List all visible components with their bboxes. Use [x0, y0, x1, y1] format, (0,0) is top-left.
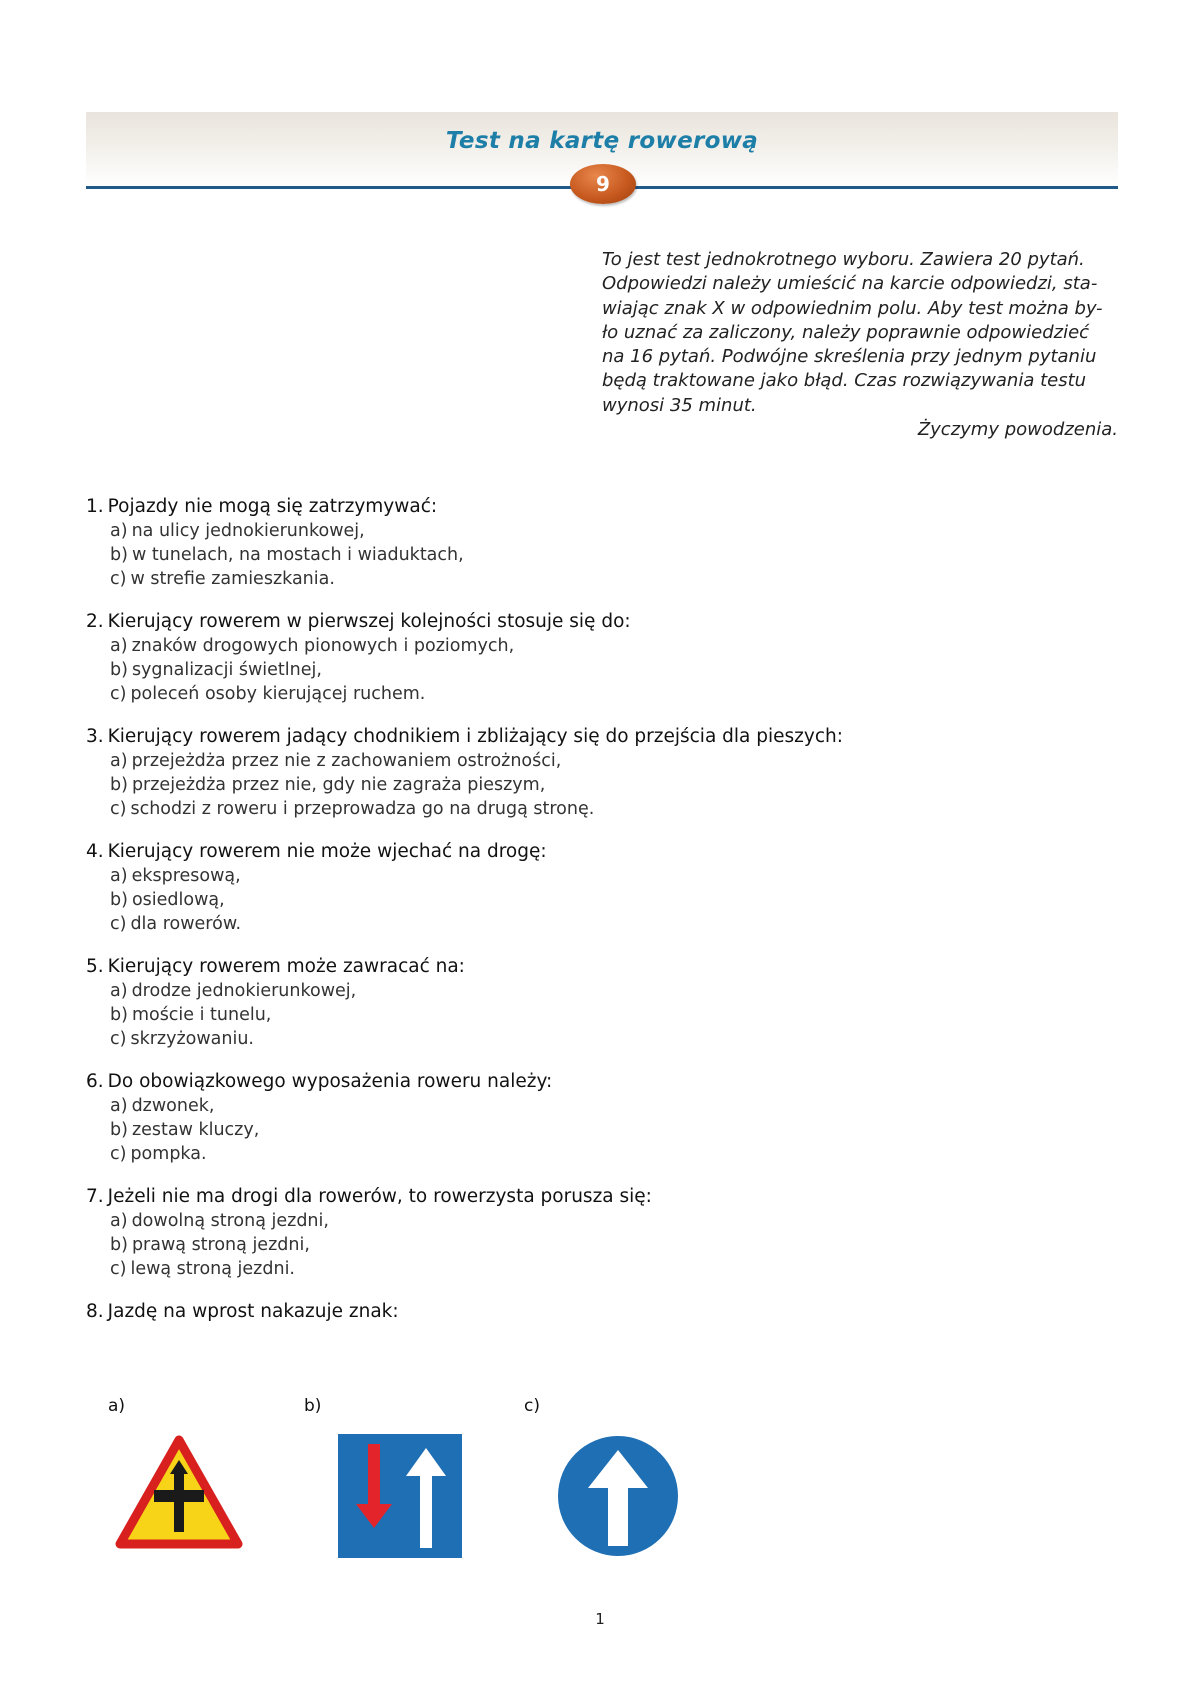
answer-text: moście i tunelu, — [131, 1005, 272, 1025]
answer-letter: c) — [110, 799, 127, 819]
answer-text: osiedlową, — [131, 890, 225, 910]
page-title: Test na kartę rowerową — [445, 128, 759, 154]
sign-option-label-b: b) — [304, 1396, 322, 1416]
answer-text: przejeżdża przez nie, gdy nie zagraża pieszym, — [131, 775, 546, 795]
answer-text: w strefie zamieszkania. — [130, 569, 335, 589]
answer-option[interactable] — [86, 682, 1126, 706]
answer-option[interactable] — [86, 1142, 1126, 1166]
question-8 — [86, 1300, 1126, 1324]
answer-letter: b) — [110, 775, 128, 795]
question-3 — [86, 725, 1126, 821]
answer-letter: c) — [110, 1259, 127, 1279]
answer-letter: c) — [110, 1029, 127, 1049]
answer-option[interactable] — [86, 888, 1126, 912]
answer-option[interactable] — [86, 749, 1126, 773]
answer-option[interactable] — [86, 1003, 1126, 1027]
question-text — [86, 495, 1126, 519]
test-number-badge: 9 — [570, 164, 636, 204]
answer-letter: b) — [110, 1005, 128, 1025]
question-number: 7. — [86, 1186, 104, 1207]
answer-letter: a) — [110, 1211, 128, 1231]
answer-option[interactable] — [86, 979, 1126, 1003]
question-label: Jeżeli nie ma drogi dla rowerów, to rowerzysta porusza się: — [107, 1186, 652, 1207]
answer-letter: a) — [110, 636, 128, 656]
answer-text: dowolną stroną jezdni, — [131, 1211, 329, 1231]
question-number: 3. — [86, 726, 104, 747]
question-text — [86, 840, 1126, 864]
answer-letter: c) — [110, 684, 127, 704]
good-luck-wish: Życzymy powodzenia. — [917, 419, 1118, 441]
answer-text: zestaw kluczy, — [131, 1120, 260, 1140]
answer-text: ekspresową, — [131, 866, 241, 886]
answer-text: dla rowerów. — [130, 914, 242, 934]
question-number: 6. — [86, 1071, 104, 1092]
question-label: Kierujący rowerem może zawracać na: — [107, 956, 465, 977]
question-1 — [86, 495, 1126, 591]
answer-text: znaków drogowych pionowych i poziomych, — [131, 636, 515, 656]
question-text — [86, 610, 1126, 634]
instructions-line: To jest test jednokrotnego wyboru. Zawiera 20 pytań. — [602, 249, 1085, 270]
question-number: 4. — [86, 841, 104, 862]
question-text — [86, 955, 1126, 979]
answer-option[interactable] — [86, 1209, 1126, 1233]
answer-option[interactable] — [86, 634, 1126, 658]
instructions-line: wiając znak X w odpowiednim polu. Aby test można by- — [602, 297, 1103, 319]
question-label: Kierujący rowerem w pierwszej kolejności stosuje się do: — [107, 611, 631, 632]
sign-option-label-a: a) — [108, 1396, 126, 1416]
priority-crossroad-warning-sign-icon[interactable] — [114, 1434, 244, 1552]
answer-option[interactable] — [86, 912, 1126, 936]
answer-text: drodze jednokierunkowej, — [131, 981, 357, 1001]
answer-letter: b) — [110, 1120, 128, 1140]
answer-letter: a) — [110, 1096, 128, 1116]
question-number: 5. — [86, 956, 104, 977]
question-4 — [86, 840, 1126, 936]
answer-option[interactable] — [86, 543, 1126, 567]
answer-option[interactable] — [86, 519, 1126, 543]
answer-option[interactable] — [86, 658, 1126, 682]
answer-letter: a) — [110, 751, 128, 771]
answer-option[interactable] — [86, 797, 1126, 821]
answer-option[interactable] — [86, 864, 1126, 888]
question-text — [86, 1300, 1126, 1324]
question-7 — [86, 1185, 1126, 1281]
answer-letter: c) — [110, 914, 127, 934]
question-text — [86, 725, 1126, 749]
answer-text: prawą stroną jezdni, — [131, 1235, 310, 1255]
answer-letter: a) — [110, 521, 128, 541]
question-label: Pojazdy nie mogą się zatrzymywać: — [107, 496, 438, 517]
question-text — [86, 1185, 1126, 1209]
instructions-line: wynosi 35 minut. — [602, 394, 757, 416]
answer-option[interactable] — [86, 1094, 1126, 1118]
answer-text: w tunelach, na mostach i wiaduktach, — [131, 545, 464, 565]
question-5 — [86, 955, 1126, 1051]
questions-list — [86, 495, 1126, 1343]
answer-letter: b) — [110, 545, 128, 565]
answer-letter: b) — [110, 1235, 128, 1255]
priority-over-oncoming-sign-icon[interactable] — [338, 1434, 462, 1558]
page-number: 1 — [595, 1610, 605, 1628]
answer-option[interactable] — [86, 1233, 1126, 1257]
answer-option[interactable] — [86, 567, 1126, 591]
answer-text: na ulicy jednokierunkowej, — [131, 521, 365, 541]
answer-text: dzwonek, — [131, 1096, 215, 1116]
answer-letter: c) — [110, 569, 127, 589]
sign-options — [108, 1396, 908, 1566]
answer-letter: c) — [110, 1144, 127, 1164]
answer-letter: b) — [110, 890, 128, 910]
question-2 — [86, 610, 1126, 706]
instructions-line: Odpowiedzi należy umieścić na karcie odpowiedzi, sta- — [602, 273, 1098, 295]
answer-text: poleceń osoby kierującej ruchem. — [130, 684, 426, 704]
question-text — [86, 1070, 1126, 1094]
question-number: 8. — [86, 1301, 104, 1322]
question-label: Do obowiązkowego wyposażenia roweru należy: — [107, 1071, 553, 1092]
instructions-line: na 16 pytań. Podwójne skreślenia przy jednym pytaniu — [602, 346, 1097, 368]
ahead-only-sign-icon[interactable] — [556, 1434, 680, 1558]
answer-option[interactable] — [86, 1118, 1126, 1142]
answer-option[interactable] — [86, 1257, 1126, 1281]
answer-text: przejeżdża przez nie z zachowaniem ostrożności, — [131, 751, 562, 771]
instructions-line: ło uznać za zaliczony, należy poprawnie odpowiedzieć — [602, 321, 1090, 343]
question-label: Kierujący rowerem jadący chodnikiem i zbliżający się do przejścia dla pieszych: — [107, 726, 843, 747]
question-6 — [86, 1070, 1126, 1166]
question-label: Jazdę na wprost nakazuje znak: — [107, 1301, 399, 1322]
answer-letter: a) — [110, 866, 128, 886]
answer-text: skrzyżowaniu. — [130, 1029, 254, 1049]
question-label: Kierujący rowerem nie może wjechać na drogę: — [107, 841, 547, 862]
answer-option[interactable] — [86, 773, 1126, 797]
answer-text: lewą stroną jezdni. — [130, 1259, 295, 1279]
question-number: 1. — [86, 496, 104, 517]
answer-text: sygnalizacji świetlnej, — [131, 660, 322, 680]
answer-text: schodzi z roweru i przeprowadza go na drugą stronę. — [130, 799, 595, 819]
answer-letter: b) — [110, 660, 128, 680]
sign-option-label-c: c) — [524, 1396, 540, 1416]
answer-option[interactable] — [86, 1027, 1126, 1051]
instructions-line: będą traktowane jako błąd. Czas rozwiązywania testu — [602, 370, 1087, 392]
instructions-paragraph — [602, 248, 1118, 442]
answer-letter: a) — [110, 981, 128, 1001]
answer-text: pompka. — [130, 1144, 207, 1164]
question-number: 2. — [86, 611, 104, 632]
